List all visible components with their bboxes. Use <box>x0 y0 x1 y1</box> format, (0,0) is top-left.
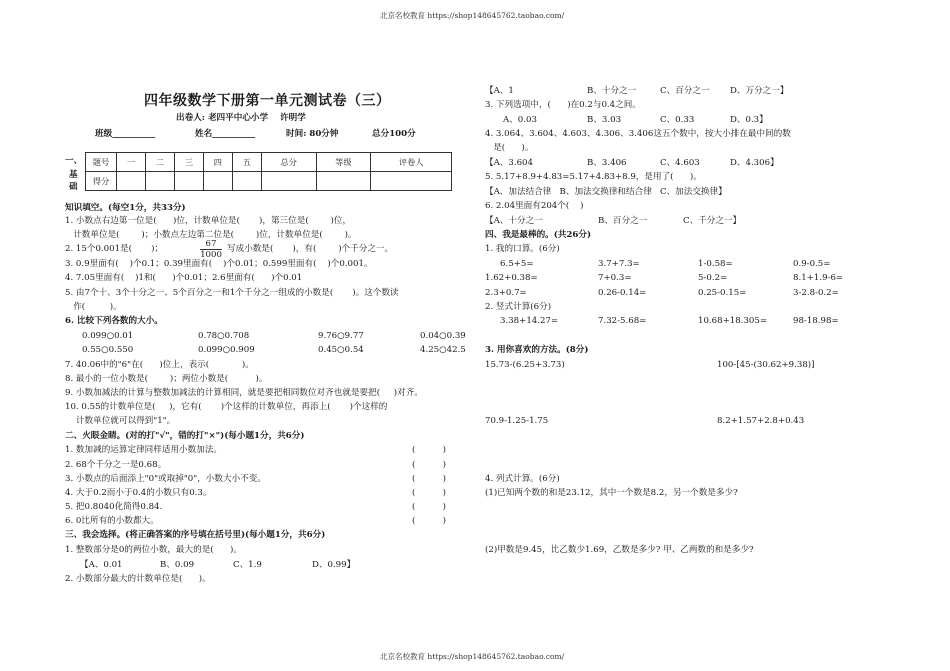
judge-item: 2. 68个千分之一是0.68。 <box>65 460 167 470</box>
section-heading-judge: 二、火眼金睛。(对的打"√"，错的打"×")(每小题1分，共6分) <box>65 431 305 441</box>
choice-option: B、0.09 <box>160 560 195 570</box>
question-line: 10. 0.55的计数单位是( )，它有( )个这样的计数单位，再添上( )个这样的 <box>65 402 388 412</box>
question-line: 3. 0.9里面有( )个0.1；0.39里面有( )个0.01；0.599里面有( )个0.001。 <box>65 259 373 269</box>
question-line: 4. 7.05里面有( )1和( )个0.01；2.6里面有( )个0.01 <box>65 273 303 283</box>
section-label-chu: 础 <box>69 182 78 192</box>
choice-option: 【A、0.01 <box>80 560 123 570</box>
mental-calc: 6.5+5= <box>500 259 534 269</box>
word-problem: (1)已知两个数的和是23.12，其中一个数是8.2，另一个数是多少? <box>485 488 738 498</box>
vertical-calc: 10.68+18.305= <box>698 316 768 326</box>
answer-blank[interactable]: ( ) <box>412 460 447 470</box>
score-table-header: 总分 <box>261 153 316 172</box>
choice-option: C、1.9 <box>233 560 262 570</box>
question-line: 5. 由7个十、3个十分之一、5个百分之一和1个千分之一组成的小数是( )。这个数读 <box>65 288 399 298</box>
mental-calc: 8.1+1.9-6= <box>793 273 844 283</box>
question-line: 6. 比较下列各数的大小。 <box>65 316 163 326</box>
section-label-one: 一、 <box>65 156 83 166</box>
score-table-header: 四 <box>203 153 232 172</box>
choice-question: 3. 下列选项中，( )在0.2与0.4之间。 <box>485 100 641 110</box>
judge-item: 1. 数加减的运算定律同样适用小数加法。 <box>65 445 223 455</box>
expression: 70.9-1.25-1.75 <box>485 416 549 426</box>
question-line: 1. 小数点右边第一位是( )位，计数单位是( )，第三位是( )位， <box>65 216 352 226</box>
judge-item: 4. 大于0.2而小于0.4的小数只有0.3。 <box>65 488 212 498</box>
score-table-header: 二 <box>145 153 174 172</box>
choice-option: D、0.99】 <box>312 560 356 570</box>
choice-question: 是( )。 <box>485 143 534 153</box>
choice-option: C、4.603 <box>660 158 700 168</box>
choice-option: C、千分之一】 <box>683 216 742 226</box>
sub-heading: 1. 我的口算。(6分) <box>485 244 560 254</box>
judge-item: 5. 把0.8040化简得0.84. <box>65 502 163 512</box>
choice-option: 【A、3.604 <box>485 158 533 168</box>
mental-calc: 3.7+7.3= <box>598 259 640 269</box>
vertical-calc: 98-18.98= <box>793 316 839 326</box>
score-cell[interactable] <box>261 172 316 191</box>
score-table-header: 五 <box>232 153 261 172</box>
fraction-numerator: 67 <box>200 240 222 250</box>
word-problem: (2)甲数是9.45，比乙数少1.69，乙数是多少? 甲、乙两数的和是多少? <box>485 545 754 555</box>
expression: 8.2+1.57+2.8+0.43 <box>717 416 805 426</box>
total-score: 总分100分 <box>372 129 416 139</box>
score-table-header: 评卷人 <box>371 153 452 172</box>
sub-heading: 2. 竖式计算(6分) <box>485 302 552 312</box>
question-line: 2. 15个0.001是( )； <box>65 244 164 254</box>
question-line: 作( )。 <box>65 302 122 312</box>
mental-calc: 5-0.2= <box>698 273 728 283</box>
section-heading-best: 四、我是最棒的。(共26分) <box>485 230 592 240</box>
score-table-header-row <box>86 153 452 172</box>
time-limit: 时间: 80分钟 <box>286 129 339 139</box>
question-line: 8. 最小的一位小数是( )；两位小数是( )。 <box>65 374 268 384</box>
score-cell[interactable] <box>232 172 261 191</box>
section-heading-choice: 三、我会选择。(将正确答案的序号填在括号里)(每小题1分，共6分) <box>65 530 326 540</box>
mental-calc: 1-0.58= <box>698 259 733 269</box>
choice-question: 2. 小数部分最大的计数单位是( )。 <box>65 574 211 584</box>
score-table-header: 三 <box>174 153 203 172</box>
answer-blank[interactable]: ( ) <box>412 488 447 498</box>
answer-blank[interactable]: ( ) <box>412 474 447 484</box>
section-heading-fill: 知识填空。(每空1分，共33分) <box>65 203 186 213</box>
choice-option: B、3.406 <box>587 158 627 168</box>
mental-calc: 7+0.3= <box>598 273 632 283</box>
compare-item: 4.25○42.5 <box>420 345 466 355</box>
mental-calc: 2.3+0.7= <box>485 288 527 298</box>
judge-item: 3. 小数点的后面添上"0"或取掉"0"，小数大小不变。 <box>65 474 266 484</box>
score-cell[interactable] <box>203 172 232 191</box>
score-cell[interactable] <box>371 172 452 191</box>
compare-item: 0.45○0.54 <box>318 345 364 355</box>
choice-option: B、十分之一 <box>587 86 637 96</box>
expression: 100-[45-(30.62+9.38)] <box>717 360 815 370</box>
compare-item: 0.099○0.01 <box>82 331 134 341</box>
score-cell[interactable] <box>145 172 174 191</box>
choice-option: D、4.306】 <box>730 158 779 168</box>
compare-item: 0.099○0.909 <box>198 345 255 355</box>
compare-item: 0.04○0.39 <box>420 331 466 341</box>
choice-option: D、0.3】 <box>730 115 768 125</box>
choice-question: 1. 整数部分是0的两位小数，最大的是( )。 <box>65 545 242 555</box>
page-title: 四年级数学下册第一单元测试卷（三） <box>144 93 391 109</box>
mental-calc: 3-2.8-0.2= <box>793 288 839 298</box>
question-line: 计数单位就可以得到"1"。 <box>65 416 176 426</box>
choice-option: B、百分之一 <box>598 216 648 226</box>
score-table-header: 等级 <box>316 153 371 172</box>
answer-blank[interactable]: ( ) <box>412 502 447 512</box>
compare-item: 0.55○0.550 <box>82 345 134 355</box>
compare-item: 9.76○9.77 <box>318 331 364 341</box>
choice-option: 【A、加法结合律 B、加法交换律和结合律 C、加法交换律】 <box>485 187 727 197</box>
score-table-header: 题号 <box>86 153 117 172</box>
choice-option: 【A、1 <box>485 86 514 96</box>
sub-heading: 4. 列式计算。(6分) <box>485 474 560 484</box>
choice-option: D、万分之一】 <box>730 86 789 96</box>
score-table-score-row <box>86 172 452 191</box>
score-cell[interactable] <box>117 172 146 191</box>
score-table-header: 一 <box>117 153 146 172</box>
mental-calc: 0.9-0.5= <box>793 259 831 269</box>
mental-calc: 1.62+0.38= <box>485 273 538 283</box>
question-line: 写成小数是( )，有( )个千分之一。 <box>227 244 394 254</box>
choice-option: C、百分之一 <box>660 86 710 96</box>
compare-item: 0.78○0.708 <box>198 331 250 341</box>
mental-calc: 0.25-0.15= <box>698 288 747 298</box>
score-cell[interactable] <box>174 172 203 191</box>
vertical-calc: 7.32-5.68= <box>598 316 647 326</box>
question-line: 7. 40.06中的"6"在( )位上，表示( )。 <box>65 360 254 370</box>
question-line: 9. 小数加减法的计算与整数加减法的计算相同，就是要把相同数位对齐也就是要把( )对齐。 <box>65 388 423 398</box>
judge-item: 6. 0比所有的小数都大。 <box>65 516 159 526</box>
expression: 15.73-(6.25+3.73) <box>485 360 565 370</box>
choice-option: C、0.33 <box>660 115 695 125</box>
score-cell[interactable] <box>316 172 371 191</box>
choice-question: 6. 2.04里面有204个( ) <box>485 201 584 211</box>
score-table <box>85 152 452 191</box>
choice-option: B、3.03 <box>587 115 622 125</box>
page-header: 北京名校教育 https://shop148645762.taobao.com/ <box>380 11 565 20</box>
choice-question: 5. 5.17+8.9+4.83=5.17+4.83+8.9，是用了( )。 <box>485 172 702 182</box>
choice-option: 【A、十分之一 <box>485 216 543 226</box>
answer-blank[interactable]: ( ) <box>412 516 447 526</box>
fraction-denominator: 1000 <box>200 250 222 260</box>
class-field: 班级__________ <box>95 129 156 139</box>
choice-question: 4. 3.064、3.604、4.603、4.306、3.406这五个数中，按大小排在最中间的数 <box>485 129 791 139</box>
vertical-calc: 3.38+14.27= <box>500 316 559 326</box>
choice-option: A、0.03 <box>503 115 537 125</box>
section-label-ji: 基 <box>69 170 78 180</box>
name-field: 姓名__________ <box>195 129 256 139</box>
score-row-label: 得分 <box>86 172 117 191</box>
page-footer: 北京名校教育 https://shop148645762.taobao.com/ <box>380 652 565 661</box>
answer-blank[interactable]: ( ) <box>412 445 447 455</box>
author-line: 出卷人: 老四平中心小学 许明学 <box>176 113 306 123</box>
sub-heading: 3. 用你喜欢的方法。(8分) <box>485 345 589 355</box>
mental-calc: 0.26-0.14= <box>598 288 647 298</box>
question-line: 计数单位是( )；小数点左边第二位是( )位，计数单位是( )。 <box>65 230 357 240</box>
